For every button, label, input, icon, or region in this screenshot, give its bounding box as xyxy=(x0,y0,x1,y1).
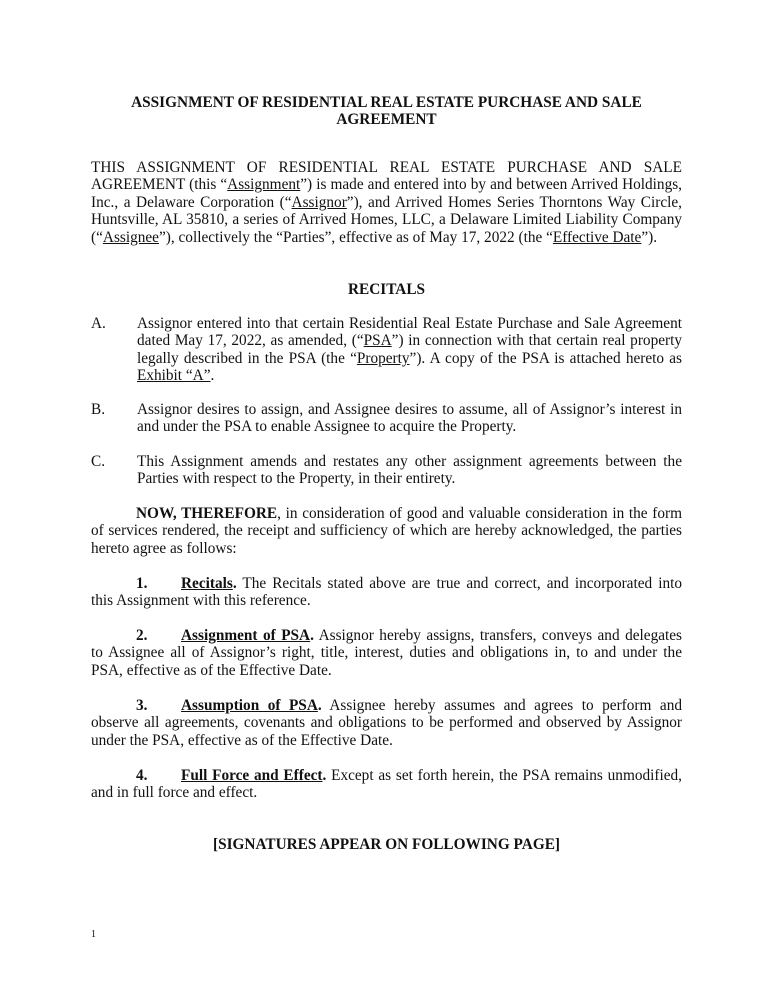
section-text: The Recitals stated above are true and correct, and incorporated into this Assignment with this reference. xyxy=(91,575,682,610)
defined-term-assignor: Assignor xyxy=(291,193,347,211)
recital-c xyxy=(91,453,682,488)
recital-b-letter: B. xyxy=(91,401,106,418)
section-title-period: . xyxy=(317,697,322,714)
now-therefore-lead: NOW, THEREFORE xyxy=(136,505,278,522)
section-title-period: . xyxy=(322,767,327,784)
signatures-note: [SIGNATURES APPEAR ON FOLLOWING PAGE] xyxy=(212,836,561,853)
recital-a-text-1: Assignor entered into that certain Residential Real Estate Purchase and Sale Agreement dated May 17, 2022, as amended, (“ xyxy=(137,315,682,350)
intro-text-3: ”), and Arrived Homes Series Thorntons Way Circle, Huntsville, AL 35810, a series of Arrived Homes, LLC, a Delaware Limited Liability Company (“ xyxy=(91,193,682,246)
recital-b xyxy=(91,401,682,436)
defined-term-assignment: Assignment xyxy=(227,176,301,194)
section-title: Recitals xyxy=(181,575,233,592)
section-text: Assignee hereby assumes and agrees to perform and observe all agreements, covenants and obligations to be performed and observed by Assignor under the PSA, effective as of the Effective Date. xyxy=(91,697,682,749)
recital-a-text xyxy=(137,315,682,385)
intro-text-1: THIS ASSIGNMENT OF RESIDENTIAL REAL ESTATE PURCHASE AND SALE AGREEMENT (this “ xyxy=(91,159,682,194)
defined-term-assignee: Assignee xyxy=(102,228,159,246)
recital-c-letter: C. xyxy=(91,453,106,470)
recital-c-text: This Assignment amends and restates any other assignment agreements between the Parties with respect to the Property, in their entirety. xyxy=(137,453,682,488)
defined-term-effective-date: Effective Date xyxy=(552,228,642,246)
section-number: 3. xyxy=(136,697,148,714)
section-assignment-of-psa xyxy=(91,627,682,679)
recital-a xyxy=(91,315,682,385)
section-title: Assignment of PSA xyxy=(181,627,311,644)
section-title: Assumption of PSA xyxy=(181,697,318,714)
document-title: ASSIGNMENT OF RESIDENTIAL REAL ESTATE PURCHASE AND SALE AGREEMENT xyxy=(131,94,642,129)
section-number: 2. xyxy=(136,627,148,644)
defined-term-property: Property xyxy=(356,349,410,367)
exhibit-reference: Exhibit “A” xyxy=(137,367,211,385)
recital-a-text-3: ”). A copy of the PSA is attached hereto as xyxy=(409,349,682,367)
section-title: Full Force and Effect xyxy=(181,767,323,784)
intro-text-2: ”) is made and entered into by and between Arrived Holdings, Inc., a Delaware Corporation (“ xyxy=(91,176,682,211)
defined-term-psa: PSA xyxy=(363,332,392,350)
recital-b-text: Assignor desires to assign, and Assignee desires to assume, all of Assignor’s interest in and under the PSA to enable Assignee to acquire the Property. xyxy=(137,401,682,436)
recital-a-text-2: ”) in connection with that certain real property legally described in the PSA (the “ xyxy=(137,332,682,367)
intro-paragraph xyxy=(91,159,682,246)
intro-text-5: ”). xyxy=(641,228,658,246)
recital-a-letter: A. xyxy=(91,315,106,332)
section-text: Except as set forth herein, the PSA remains unmodified, and in full force and effect. xyxy=(91,767,682,802)
section-full-force-and-effect xyxy=(91,767,682,802)
intro-text-4: ”), collectively the “Parties”, effective as of May 17, 2022 (the “ xyxy=(158,228,553,246)
section-title-period: . xyxy=(310,627,314,644)
section-text: Assignor hereby assigns, transfers, conveys and delegates to Assignee all of Assignor’s right, title, interest, duties and obligations in, to and under the PSA, effective as of the Effective Date. xyxy=(91,627,682,679)
section-number: 4. xyxy=(136,767,148,784)
section-number: 1. xyxy=(136,575,148,592)
section-assumption-of-psa xyxy=(91,697,682,749)
section-recitals xyxy=(91,575,682,610)
section-title-period: . xyxy=(232,575,237,592)
now-therefore-text: , in consideration of good and valuable consideration in the form of services rendered, the receipt and sufficiency of which are hereby acknowledged, the parties hereto agree as follows: xyxy=(91,505,682,557)
now-therefore-paragraph xyxy=(91,505,682,557)
page-number: 1 xyxy=(91,929,96,940)
recital-a-text-4: . xyxy=(210,367,215,385)
recitals-heading: RECITALS xyxy=(347,281,426,298)
